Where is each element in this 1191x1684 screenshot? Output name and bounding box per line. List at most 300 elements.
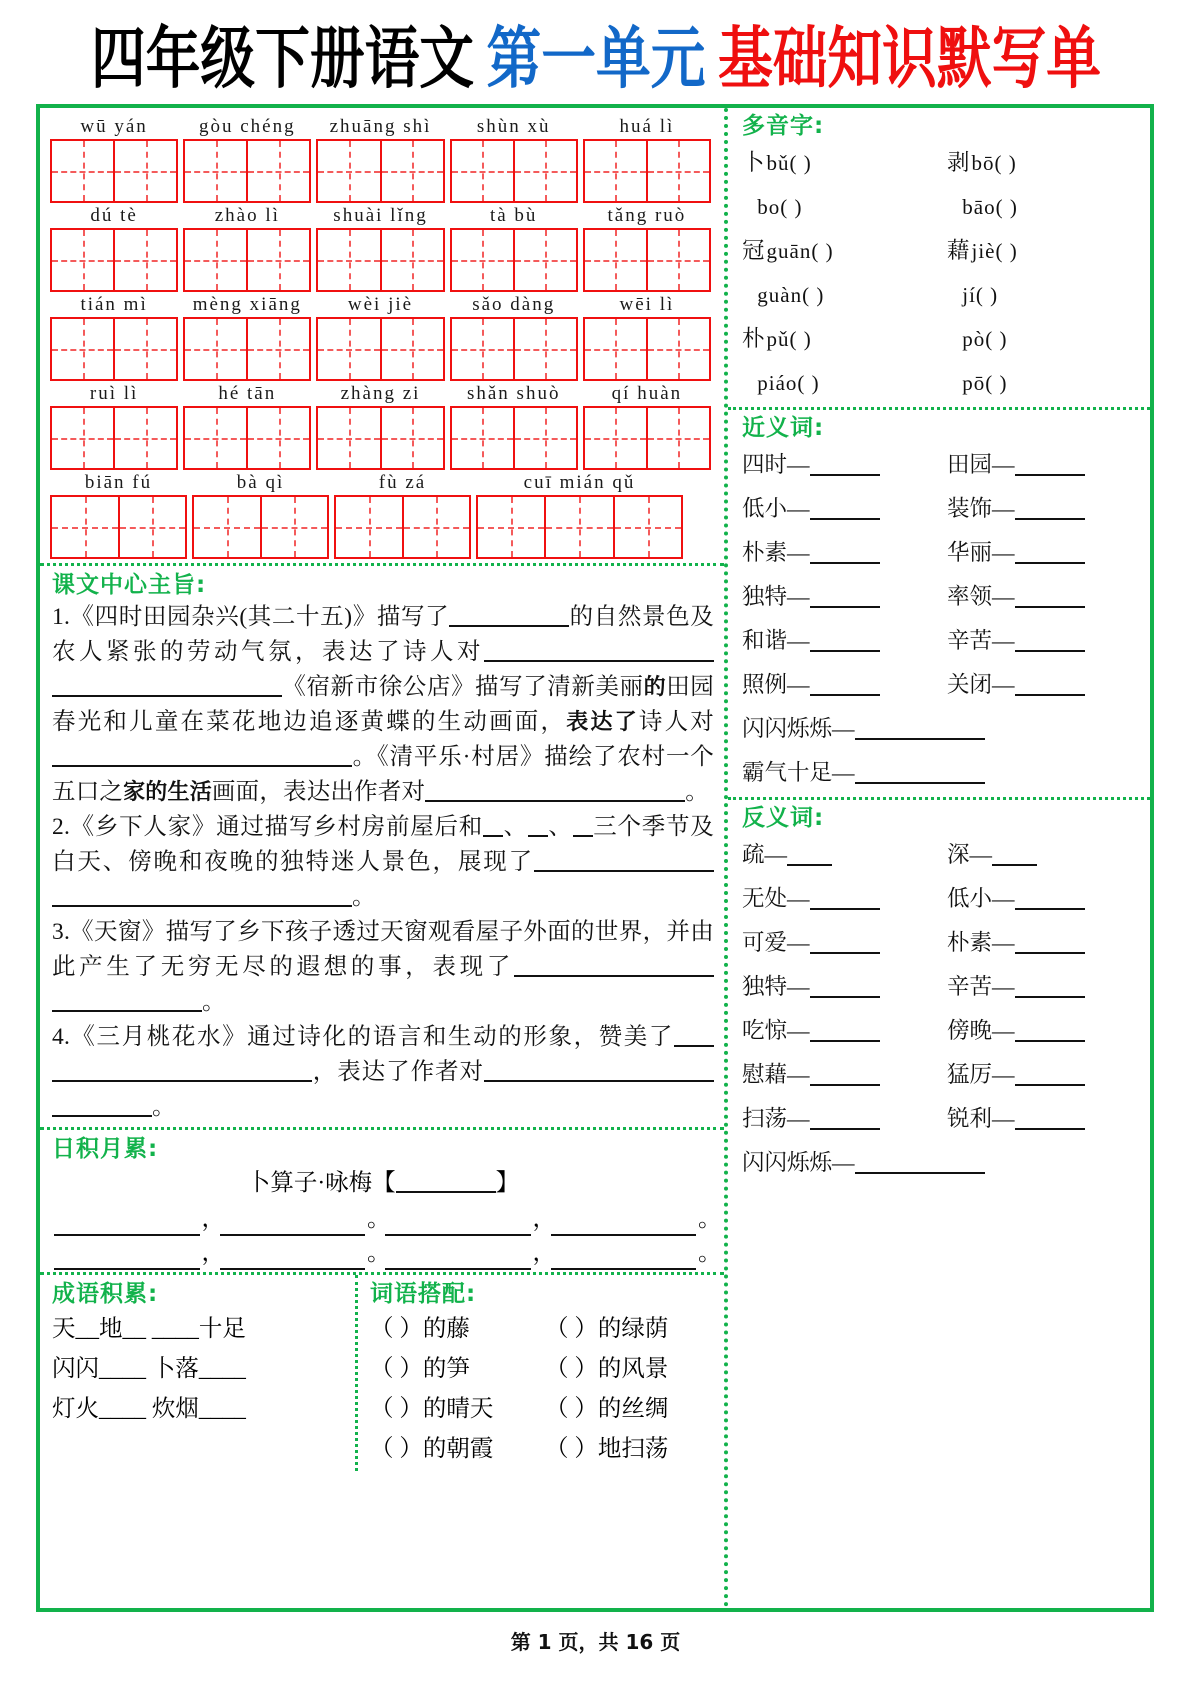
tianzige-cell[interactable]: [115, 319, 176, 379]
blank[interactable]: [514, 975, 714, 977]
antonym-word: 猛厉—: [947, 1062, 1015, 1087]
tianzige-cell[interactable]: [615, 497, 681, 557]
synonym-item[interactable]: [742, 487, 947, 531]
center-theme-section: [40, 566, 724, 1127]
tianzige-cell[interactable]: [194, 497, 262, 557]
pinyin-word-group: [583, 203, 711, 292]
pinyin-row: [50, 114, 716, 203]
polyphone-char: [742, 194, 757, 219]
pinyin-word-group: [50, 203, 178, 292]
polyphone-left[interactable]: [742, 317, 947, 361]
antonym-item[interactable]: [947, 1097, 1140, 1141]
tianzige-box[interactable]: [183, 317, 311, 381]
antonym-word: 疏—: [742, 842, 788, 867]
tianzige-cell[interactable]: [452, 319, 515, 379]
pinyin-label: wēi lì: [619, 294, 675, 315]
synonym-row[interactable]: [742, 663, 1140, 707]
tianzige-cell[interactable]: [185, 408, 248, 468]
synonyms-heading: 近义词:: [742, 415, 825, 441]
polyphone-reading[interactable]: pō( ): [962, 371, 1008, 395]
tianzige-cell[interactable]: [185, 141, 248, 201]
polyphone-section: [728, 108, 1150, 407]
synonym-row[interactable]: [742, 487, 1140, 531]
answer-blank[interactable]: [1015, 518, 1085, 520]
polyphone-reading[interactable]: jí( ): [962, 283, 999, 307]
tianzige-box[interactable]: [583, 406, 711, 470]
synonym-word: 关闭—: [947, 672, 1015, 697]
tianzige-cell[interactable]: [52, 497, 120, 557]
blank[interactable]: [425, 800, 685, 802]
synonym-row-wide[interactable]: [742, 707, 1140, 751]
tianzige-cell[interactable]: [585, 319, 648, 379]
antonym-item[interactable]: [742, 921, 947, 965]
poem-blank[interactable]: [385, 1210, 531, 1236]
polyphone-row[interactable]: [742, 273, 1140, 317]
polyphone-left[interactable]: [742, 141, 947, 185]
tianzige-cell[interactable]: [115, 141, 176, 201]
tianzige-cell[interactable]: [318, 319, 381, 379]
tianzige-cell[interactable]: [52, 319, 115, 379]
tianzige-cell[interactable]: [648, 319, 709, 379]
answer-blank[interactable]: [810, 996, 880, 998]
pinyin-label: gòu chéng: [198, 116, 296, 137]
answer-blank[interactable]: [855, 1172, 985, 1174]
answer-blank[interactable]: [855, 782, 985, 784]
tianzige-box[interactable]: [183, 406, 311, 470]
poem-punctuation: ，: [532, 1240, 556, 1266]
collocations-section: [358, 1275, 724, 1471]
tianzige-cell[interactable]: [382, 230, 443, 290]
antonym-item[interactable]: [947, 1009, 1140, 1053]
tianzige-box[interactable]: [334, 495, 471, 559]
antonym-item[interactable]: [947, 877, 1140, 921]
antonym-item[interactable]: [742, 1009, 947, 1053]
collocations-heading: 词语搭配:: [370, 1281, 477, 1307]
antonym-row[interactable]: [742, 877, 1140, 921]
polyphone-row[interactable]: [742, 361, 1140, 405]
pinyin-writing-grid: [40, 108, 724, 563]
answer-blank[interactable]: [810, 650, 880, 652]
pinyin-label: ruì lì: [89, 383, 139, 404]
answer-blank[interactable]: [1015, 1128, 1085, 1130]
polyphone-reading[interactable]: piáo( ): [757, 371, 820, 395]
tianzige-cell[interactable]: [248, 141, 309, 201]
answer-blank[interactable]: [810, 1084, 880, 1086]
tianzige-cell[interactable]: [515, 319, 576, 379]
antonym-word: 朴素—: [947, 930, 1015, 955]
answer-blank[interactable]: [810, 562, 880, 564]
poem-blank[interactable]: [54, 1244, 200, 1270]
tianzige-cell[interactable]: [648, 408, 709, 468]
tianzige-box[interactable]: [50, 406, 178, 470]
synonym-item[interactable]: [742, 531, 947, 575]
tianzige-box[interactable]: [583, 139, 711, 203]
tianzige-box[interactable]: [583, 228, 711, 292]
blank[interactable]: [483, 835, 503, 837]
synonym-item[interactable]: [742, 619, 947, 663]
answer-blank[interactable]: [1015, 996, 1085, 998]
pinyin-word-group: [50, 292, 178, 381]
tianzige-cell[interactable]: [120, 497, 186, 557]
answer-blank[interactable]: [1015, 650, 1085, 652]
answer-blank[interactable]: [810, 518, 880, 520]
collocation-item[interactable]: （ ）的风景: [545, 1356, 669, 1382]
polyphone-right[interactable]: [947, 273, 1140, 317]
idiom-row[interactable]: [52, 1389, 347, 1429]
tianzige-cell[interactable]: [546, 497, 614, 557]
antonym-row[interactable]: [742, 1097, 1140, 1141]
blank[interactable]: [534, 870, 714, 872]
antonym-word: 慰藉—: [742, 1062, 810, 1087]
polyphone-reading[interactable]: bō( ): [971, 151, 1017, 175]
tianzige-box[interactable]: [50, 317, 178, 381]
blank[interactable]: [573, 835, 593, 837]
pinyin-label: hé tān: [218, 383, 277, 404]
tianzige-box[interactable]: [183, 139, 311, 203]
tianzige-box[interactable]: [316, 228, 444, 292]
tianzige-box[interactable]: [183, 228, 311, 292]
tianzige-cell[interactable]: [382, 319, 443, 379]
polyphone-heading: 多音字:: [742, 113, 825, 139]
synonym-word: 照例—: [742, 672, 810, 697]
polyphone-char: [742, 370, 757, 395]
page-title-part1: 四年级下册语文: [90, 20, 474, 98]
tianzige-box[interactable]: [450, 228, 578, 292]
tianzige-cell[interactable]: [452, 141, 515, 201]
polyphone-reading[interactable]: bo( ): [757, 195, 803, 219]
polyphone-right[interactable]: [947, 361, 1140, 405]
pinyin-label: shǎn shuò: [466, 383, 561, 404]
idiom-item[interactable]: ____十足: [151, 1316, 246, 1342]
synonym-item[interactable]: [742, 663, 947, 707]
synonym-row[interactable]: [742, 619, 1140, 663]
antonym-row[interactable]: [742, 1053, 1140, 1097]
polyphone-char: 剥: [947, 150, 972, 175]
page-footer: 第 1 页，共 16 页: [510, 1630, 681, 1654]
tianzige-box[interactable]: [450, 406, 578, 470]
synonym-word: 率领—: [947, 584, 1015, 609]
idiom-item[interactable]: 炊烟____: [151, 1396, 246, 1422]
pinyin-label: bà qì: [236, 472, 285, 493]
tianzige-cell[interactable]: [336, 497, 404, 557]
tianzige-box[interactable]: [583, 317, 711, 381]
idiom-item[interactable]: 闪闪____: [52, 1356, 146, 1382]
answer-blank[interactable]: [1015, 908, 1085, 910]
synonym-row[interactable]: [742, 575, 1140, 619]
antonym-word: 闪闪烁烁—: [742, 1150, 855, 1175]
poem-punctuation: ，: [532, 1206, 556, 1232]
answer-blank[interactable]: [810, 1128, 880, 1130]
poem-title: [52, 1164, 714, 1202]
blank[interactable]: [52, 1010, 202, 1012]
pinyin-word-group: [183, 381, 311, 470]
pinyin-word-group: [450, 114, 578, 203]
polyphone-right[interactable]: [947, 229, 1140, 273]
tianzige-cell[interactable]: [115, 408, 176, 468]
blank[interactable]: [674, 1045, 714, 1047]
antonym-item[interactable]: [947, 833, 1140, 877]
blank[interactable]: [52, 1080, 312, 1082]
synonym-item[interactable]: [947, 443, 1140, 487]
polyphone-char: [947, 282, 962, 307]
idiom-item[interactable]: 卜落____: [151, 1356, 246, 1382]
tianzige-cell[interactable]: [515, 408, 576, 468]
answer-blank[interactable]: [1015, 562, 1085, 564]
polyphone-right[interactable]: [947, 317, 1140, 361]
polyphone-reading[interactable]: pò( ): [962, 327, 1008, 351]
pinyin-label: qí huàn: [611, 383, 683, 404]
poem-blank[interactable]: [54, 1210, 200, 1236]
tianzige-cell[interactable]: [262, 497, 328, 557]
tianzige-cell[interactable]: [382, 141, 443, 201]
antonym-row-wide[interactable]: [742, 1141, 1140, 1185]
idiom-row[interactable]: [52, 1349, 347, 1389]
antonym-item[interactable]: [742, 1097, 947, 1141]
tianzige-cell[interactable]: [648, 230, 709, 290]
polyphone-right[interactable]: [947, 141, 1140, 185]
pinyin-word-group: [50, 381, 178, 470]
polyphone-left[interactable]: [742, 185, 947, 229]
center-theme-item-1: 1.《四时田园杂兴(其二十五)》描写了 的自然景色及农人紧张的劳动气氛，表达了诗人对《宿新市徐公店》描写了清新美丽的田园春光和儿童在菜花地边追逐黄蝶的生动画面，表达了诗人对。《清平乐·村居》描绘了农村一个五口之家的生活画面，表达出作者对 。: [52, 604, 715, 805]
pinyin-label: huá lì: [619, 116, 675, 137]
synonym-word: 朴素—: [742, 540, 810, 565]
answer-blank[interactable]: [1015, 606, 1085, 608]
polyphone-row[interactable]: [742, 317, 1140, 361]
blank[interactable]: [449, 625, 569, 627]
answer-blank[interactable]: [1015, 1084, 1085, 1086]
synonym-word: 辛苦—: [947, 628, 1015, 653]
tianzige-cell[interactable]: [185, 230, 248, 290]
answer-blank[interactable]: [810, 474, 880, 476]
tianzige-cell[interactable]: [318, 408, 381, 468]
synonym-item[interactable]: [947, 663, 1140, 707]
page-title: [0, 20, 1191, 98]
pinyin-word-group: [316, 381, 444, 470]
tianzige-cell[interactable]: [52, 230, 115, 290]
tianzige-box[interactable]: [316, 139, 444, 203]
tianzige-cell[interactable]: [515, 230, 576, 290]
synonym-row[interactable]: [742, 531, 1140, 575]
poem-blank[interactable]: [220, 1244, 366, 1270]
blank[interactable]: [484, 1080, 714, 1082]
antonym-item[interactable]: [947, 1053, 1140, 1097]
synonym-row-wide[interactable]: [742, 751, 1140, 795]
tianzige-box[interactable]: [316, 317, 444, 381]
pinyin-word-group: [450, 292, 578, 381]
antonym-row[interactable]: [742, 965, 1140, 1009]
tianzige-cell[interactable]: [318, 230, 381, 290]
blank[interactable]: [52, 695, 282, 697]
synonym-item[interactable]: [947, 575, 1140, 619]
tianzige-cell[interactable]: [382, 408, 443, 468]
synonym-item[interactable]: [947, 619, 1140, 663]
tianzige-cell[interactable]: [585, 141, 648, 201]
polyphone-row[interactable]: [742, 185, 1140, 229]
collocation-row[interactable]: [370, 1429, 716, 1469]
polyphone-left[interactable]: [742, 361, 947, 405]
antonym-item[interactable]: [742, 833, 947, 877]
answer-blank[interactable]: [855, 738, 985, 740]
tianzige-cell[interactable]: [52, 408, 115, 468]
antonym-word: 吃惊—: [742, 1018, 810, 1043]
tianzige-cell[interactable]: [515, 141, 576, 201]
polyphone-left[interactable]: [742, 229, 947, 273]
poem-punctuation: 。: [698, 1240, 722, 1266]
tianzige-cell[interactable]: [248, 230, 309, 290]
tianzige-cell[interactable]: [185, 319, 248, 379]
answer-blank[interactable]: [1015, 474, 1085, 476]
polyphone-char: 朴: [742, 326, 767, 351]
tianzige-cell[interactable]: [115, 230, 176, 290]
antonym-word: 深—: [947, 842, 993, 867]
synonyms-section: [728, 410, 1150, 797]
answer-blank[interactable]: [810, 606, 880, 608]
pinyin-label: zhào lì: [214, 205, 280, 226]
poem-line: [52, 1202, 722, 1236]
answer-blank[interactable]: [810, 1040, 880, 1042]
synonym-item[interactable]: [947, 531, 1140, 575]
collocation-item[interactable]: （ ）的笋: [370, 1356, 470, 1382]
collocation-item[interactable]: （ ）的藤: [370, 1316, 470, 1342]
synonym-word: 独特—: [742, 584, 810, 609]
center-theme-item-4: 4.《三月桃花水》通过诗化的语言和生动的形象，赞美了，表达了作者对。: [52, 1020, 714, 1125]
tianzige-box[interactable]: [316, 406, 444, 470]
tianzige-box[interactable]: [450, 139, 578, 203]
tianzige-box[interactable]: [476, 495, 683, 559]
answer-blank[interactable]: [787, 864, 832, 866]
tianzige-box[interactable]: [192, 495, 329, 559]
polyphone-left[interactable]: [742, 273, 947, 317]
synonym-word: 低小—: [742, 496, 810, 521]
poem-blank[interactable]: [551, 1210, 697, 1236]
polyphone-reading[interactable]: bǔ( ): [766, 151, 812, 175]
pinyin-label: wū yán: [80, 116, 148, 137]
tianzige-cell[interactable]: [585, 408, 648, 468]
antonym-item[interactable]: [947, 921, 1140, 965]
collocation-item[interactable]: （ ）的绿荫: [545, 1316, 669, 1342]
blank[interactable]: [52, 1115, 152, 1117]
antonym-word: 低小—: [947, 886, 1015, 911]
synonym-word: 装饰—: [947, 496, 1015, 521]
poem-punctuation: ，: [201, 1206, 225, 1232]
polyphone-reading[interactable]: guān( ): [766, 239, 834, 263]
pinyin-label: tián mì: [80, 294, 148, 315]
tianzige-cell[interactable]: [452, 230, 515, 290]
polyphone-reading[interactable]: pǔ( ): [766, 327, 812, 351]
antonym-row[interactable]: [742, 833, 1140, 877]
blank[interactable]: [52, 765, 352, 767]
poem-punctuation: 。: [367, 1206, 391, 1232]
poem-title-suffix: 】: [495, 1170, 520, 1196]
poem-blank[interactable]: [220, 1210, 366, 1236]
answer-blank[interactable]: [1015, 1040, 1085, 1042]
blank[interactable]: [528, 835, 548, 837]
tianzige-cell[interactable]: [248, 319, 309, 379]
collocation-row[interactable]: [370, 1309, 716, 1349]
antonym-row[interactable]: [742, 921, 1140, 965]
collocation-row[interactable]: [370, 1389, 716, 1429]
poem-punctuation: 。: [698, 1206, 722, 1232]
answer-blank[interactable]: [810, 908, 880, 910]
synonym-row[interactable]: [742, 443, 1140, 487]
polyphone-row[interactable]: [742, 229, 1140, 273]
answer-blank[interactable]: [810, 952, 880, 954]
synonym-item[interactable]: [742, 443, 947, 487]
tianzige-cell[interactable]: [585, 230, 648, 290]
answer-blank[interactable]: [1015, 952, 1085, 954]
tianzige-cell[interactable]: [318, 141, 381, 201]
polyphone-right[interactable]: [947, 185, 1140, 229]
polyphone-reading[interactable]: guàn( ): [757, 283, 825, 307]
collocation-item[interactable]: （ ）的朝霞: [370, 1436, 494, 1462]
synonym-item[interactable]: [947, 487, 1140, 531]
antonym-word: 扫荡—: [742, 1106, 810, 1131]
answer-blank[interactable]: [810, 694, 880, 696]
tianzige-cell[interactable]: [248, 408, 309, 468]
tianzige-cell[interactable]: [648, 141, 709, 201]
pinyin-word-group: [476, 470, 683, 559]
antonym-item[interactable]: [742, 965, 947, 1009]
tianzige-cell[interactable]: [452, 408, 515, 468]
blank[interactable]: [484, 660, 714, 662]
polyphone-reading[interactable]: bāo( ): [962, 195, 1018, 219]
antonym-word: 傍晚—: [947, 1018, 1015, 1043]
tianzige-cell[interactable]: [404, 497, 470, 557]
collocation-item[interactable]: （ ）的丝绸: [545, 1396, 669, 1422]
collocation-row[interactable]: [370, 1349, 716, 1389]
polyphone-reading[interactable]: jiè( ): [971, 239, 1018, 263]
tianzige-box[interactable]: [50, 495, 187, 559]
tianzige-box[interactable]: [450, 317, 578, 381]
idiom-item[interactable]: 灯火____: [52, 1396, 146, 1422]
antonym-word: 独特—: [742, 974, 810, 999]
polyphone-row[interactable]: [742, 141, 1140, 185]
antonym-item[interactable]: [742, 877, 947, 921]
poem-blank[interactable]: [385, 1244, 531, 1270]
tianzige-cell[interactable]: [478, 497, 546, 557]
antonym-word: 辛苦—: [947, 974, 1015, 999]
pinyin-label: zhuāng shì: [329, 116, 432, 137]
pinyin-word-group: [450, 203, 578, 292]
right-column: [728, 108, 1150, 1608]
poem-blank[interactable]: [551, 1244, 697, 1270]
pinyin-word-group: [316, 203, 444, 292]
answer-blank[interactable]: [992, 864, 1037, 866]
antonym-word: 锐利—: [947, 1106, 1015, 1131]
answer-blank[interactable]: [1015, 694, 1085, 696]
blank[interactable]: [52, 905, 352, 907]
pinyin-word-group: [183, 114, 311, 203]
tianzige-cell[interactable]: [52, 141, 115, 201]
polyphone-char: [947, 326, 962, 351]
antonym-item[interactable]: [742, 1053, 947, 1097]
pinyin-label: shùn xù: [476, 116, 551, 137]
collocation-item[interactable]: （ ）地扫荡: [545, 1436, 669, 1462]
tianzige-box[interactable]: [50, 139, 178, 203]
tianzige-box[interactable]: [50, 228, 178, 292]
idiom-row[interactable]: [52, 1309, 347, 1349]
synonym-word: 霸气十足—: [742, 760, 855, 785]
poem-author-blank[interactable]: [396, 1191, 496, 1193]
idiom-item[interactable]: 天__地__: [52, 1316, 146, 1342]
bottom-sections: [40, 1275, 724, 1471]
poem-title-prefix: 卜算子·咏梅【: [246, 1170, 396, 1196]
antonym-item[interactable]: [947, 965, 1140, 1009]
daily-accumulation-section: [40, 1130, 724, 1272]
synonym-item[interactable]: [742, 575, 947, 619]
antonym-row[interactable]: [742, 1009, 1140, 1053]
collocation-item[interactable]: （ ）的晴天: [370, 1396, 494, 1422]
